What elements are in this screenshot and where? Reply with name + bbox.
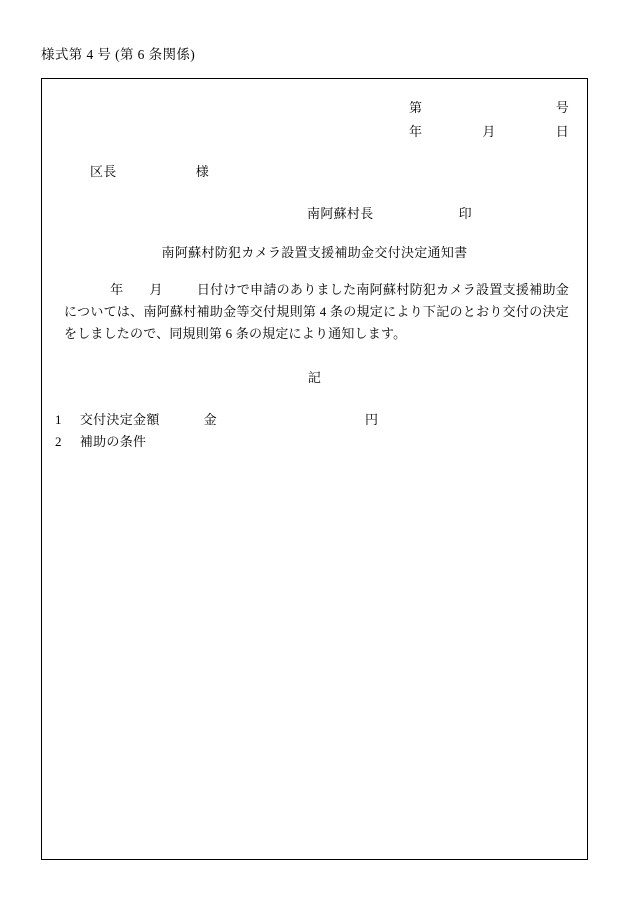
addressee-title: 区長 xyxy=(90,164,117,179)
list-item-2 xyxy=(55,431,146,450)
document-border-box xyxy=(41,78,588,860)
body-date-day-text: 日付けで申請のありました南阿蘇村防犯カメラ設置支援補助金に xyxy=(64,282,569,319)
item-2-number: 2 xyxy=(55,434,62,449)
date-year-label: 年 xyxy=(409,124,423,139)
seal-mark: 印 xyxy=(458,206,472,221)
item-1-number: 1 xyxy=(55,412,62,427)
document-title: 南阿蘇村防犯カメラ設置支援補助金交付決定通知書 xyxy=(161,245,468,260)
issuer-name: 南阿蘇村長 xyxy=(307,206,374,221)
document-number-prefix: 第 xyxy=(409,100,423,115)
form-number-label: 様式第 4 号 (第 6 条関係) xyxy=(41,47,196,62)
document-number-suffix: 号 xyxy=(555,100,569,115)
item-1-amount-label: 金 xyxy=(203,412,217,427)
document-date-row xyxy=(409,121,569,140)
item-1-label: 交付決定金額 xyxy=(79,412,160,427)
list-item-1 xyxy=(55,409,378,428)
issuer-line xyxy=(42,203,587,222)
item-1-unit: 円 xyxy=(364,412,379,427)
body-date-month: 月 xyxy=(149,282,163,297)
body-date-year: 年 xyxy=(110,282,124,297)
date-month-label: 月 xyxy=(482,124,496,139)
issuer-group xyxy=(307,203,472,222)
item-2-label: 補助の条件 xyxy=(79,434,147,449)
addressee-honorific: 様 xyxy=(195,164,210,179)
addressee-line xyxy=(90,161,209,180)
ki-marker: 記 xyxy=(307,370,322,385)
document-number-row xyxy=(409,97,569,116)
body-text: ついては、南阿蘇村補助金等交付規則第 4 条の規定により下記のとおり交付の決定をしましたので、同規則第 6 条の規定により通知します。 xyxy=(64,304,569,341)
document-body-paragraph xyxy=(64,279,569,345)
date-day-label: 日 xyxy=(555,124,569,139)
document-inner-content xyxy=(42,79,587,859)
